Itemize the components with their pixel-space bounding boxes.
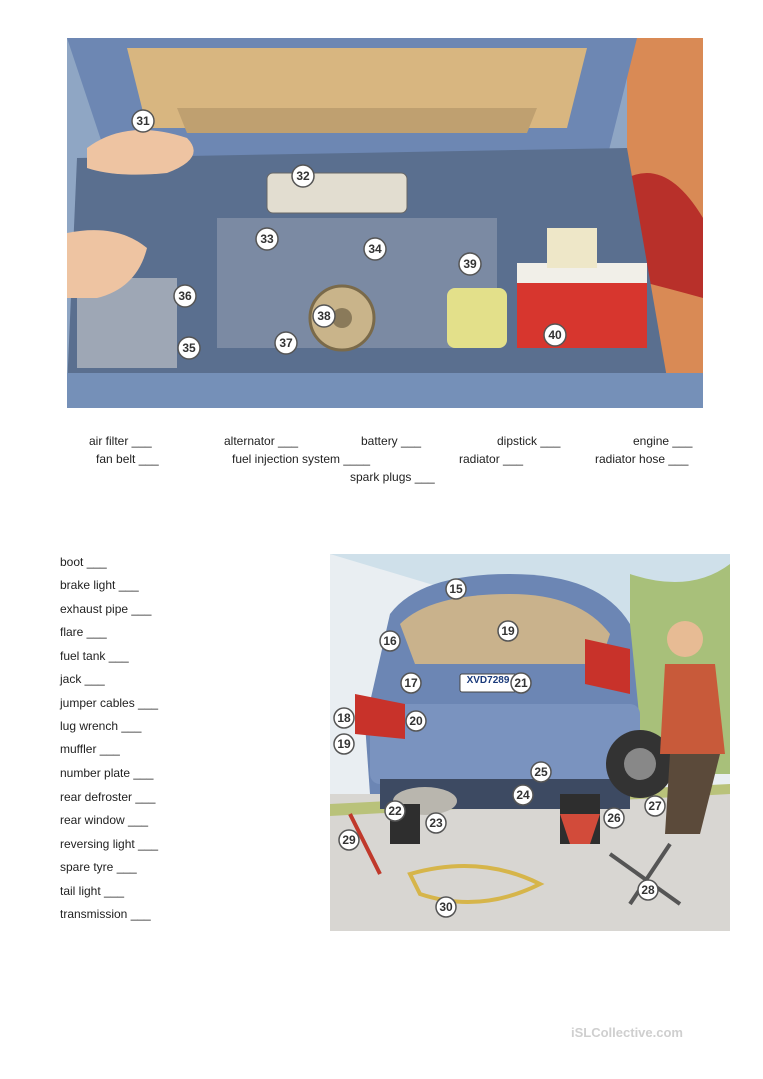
number-badge bbox=[446, 579, 466, 599]
number-badge bbox=[313, 305, 335, 327]
vocab-brake-light: brake light ___ bbox=[60, 578, 139, 592]
number-badge-label: 32 bbox=[296, 169, 310, 183]
number-badge bbox=[275, 332, 297, 354]
number-badge bbox=[511, 673, 531, 693]
engine-number-badges bbox=[67, 38, 703, 408]
number-badge-label: 33 bbox=[260, 232, 274, 246]
number-badge bbox=[334, 708, 354, 728]
number-badge bbox=[174, 285, 196, 307]
number-badge-label: 24 bbox=[516, 788, 530, 802]
word-fuel-injection-system: fuel injection system ____ bbox=[232, 452, 371, 466]
number-plate-text: XVD7289 bbox=[466, 675, 510, 686]
number-badge bbox=[364, 238, 386, 260]
number-badge bbox=[385, 801, 405, 821]
number-badge-label: 40 bbox=[548, 328, 562, 342]
vocab-boot: boot ___ bbox=[60, 555, 107, 569]
number-badge-label: 15 bbox=[449, 582, 463, 596]
vocab-jack: jack ___ bbox=[60, 672, 105, 686]
number-badge-label: 36 bbox=[178, 289, 192, 303]
number-badge bbox=[604, 808, 624, 828]
number-badge bbox=[256, 228, 278, 250]
word-fan-belt: fan belt ___ bbox=[96, 452, 159, 466]
number-badge-label: 19 bbox=[337, 737, 351, 751]
vocab-tail-light: tail light ___ bbox=[60, 884, 125, 898]
word-radiator-hose: radiator hose ___ bbox=[595, 452, 689, 466]
number-badge bbox=[178, 337, 200, 359]
number-badge bbox=[292, 165, 314, 187]
number-badge bbox=[339, 830, 359, 850]
word-alternator: alternator ___ bbox=[224, 434, 299, 448]
vocab-number-plate: number plate ___ bbox=[60, 766, 154, 780]
number-badge bbox=[513, 785, 533, 805]
number-badge-label: 27 bbox=[648, 799, 662, 813]
engine-compartment-illustration bbox=[67, 38, 703, 408]
number-badge bbox=[544, 324, 566, 346]
number-badge-label: 20 bbox=[409, 714, 423, 728]
number-badge-label: 22 bbox=[388, 804, 402, 818]
number-badge-label: 23 bbox=[429, 816, 443, 830]
number-badge bbox=[498, 621, 518, 641]
number-badge bbox=[459, 253, 481, 275]
vocab-lug-wrench: lug wrench ___ bbox=[60, 719, 142, 733]
vocab-fuel-tank: fuel tank ___ bbox=[60, 649, 129, 663]
number-badge-label: 21 bbox=[514, 676, 528, 690]
number-badge-label: 31 bbox=[136, 114, 150, 128]
number-badge-label: 19 bbox=[501, 624, 515, 638]
rear-number-badges bbox=[330, 554, 730, 931]
number-badge bbox=[380, 631, 400, 651]
number-badge-label: 16 bbox=[383, 634, 397, 648]
vocab-spare-tyre: spare tyre ___ bbox=[60, 860, 137, 874]
vocab-transmission: transmission ___ bbox=[60, 907, 151, 921]
number-badge bbox=[132, 110, 154, 132]
vocab-reversing-light: reversing light ___ bbox=[60, 837, 159, 851]
number-badge bbox=[401, 673, 421, 693]
number-badge-label: 35 bbox=[182, 341, 196, 355]
vocab-exhaust-pipe: exhaust pipe ___ bbox=[60, 602, 152, 616]
number-badge-label: 30 bbox=[439, 900, 453, 914]
number-badge bbox=[426, 813, 446, 833]
car-rear-illustration bbox=[330, 554, 730, 931]
word-engine: engine ___ bbox=[633, 434, 693, 448]
number-badge-label: 26 bbox=[607, 811, 621, 825]
number-badge-label: 38 bbox=[317, 309, 331, 323]
number-badge bbox=[531, 762, 551, 782]
vocab-rear-defroster: rear defroster ___ bbox=[60, 790, 156, 804]
number-badge-label: 18 bbox=[337, 711, 351, 725]
number-badge-label: 25 bbox=[534, 765, 548, 779]
number-badge bbox=[436, 897, 456, 917]
number-badge bbox=[406, 711, 426, 731]
watermark: iSLCollective.com bbox=[571, 1025, 683, 1040]
number-badge-label: 17 bbox=[404, 676, 418, 690]
number-badge-label: 34 bbox=[368, 242, 382, 256]
number-badge-label: 29 bbox=[342, 833, 356, 847]
number-badge-label: 39 bbox=[463, 257, 477, 271]
word-dipstick: dipstick ___ bbox=[497, 434, 561, 448]
vocab-jumper-cables: jumper cables ___ bbox=[60, 696, 159, 710]
vocab-muffler: muffler ___ bbox=[60, 742, 120, 756]
number-badge bbox=[645, 796, 665, 816]
word-radiator: radiator ___ bbox=[459, 452, 524, 466]
word-air-filter: air filter ___ bbox=[89, 434, 152, 448]
vocab-rear-window: rear window ___ bbox=[60, 813, 149, 827]
number-badge bbox=[334, 734, 354, 754]
vocab-flare: flare ___ bbox=[60, 625, 107, 639]
number-badge-label: 28 bbox=[641, 883, 655, 897]
word-battery: battery ___ bbox=[361, 434, 422, 448]
number-badge-label: 37 bbox=[279, 336, 293, 350]
number-badge bbox=[638, 880, 658, 900]
word-spark-plugs: spark plugs ___ bbox=[350, 470, 435, 484]
